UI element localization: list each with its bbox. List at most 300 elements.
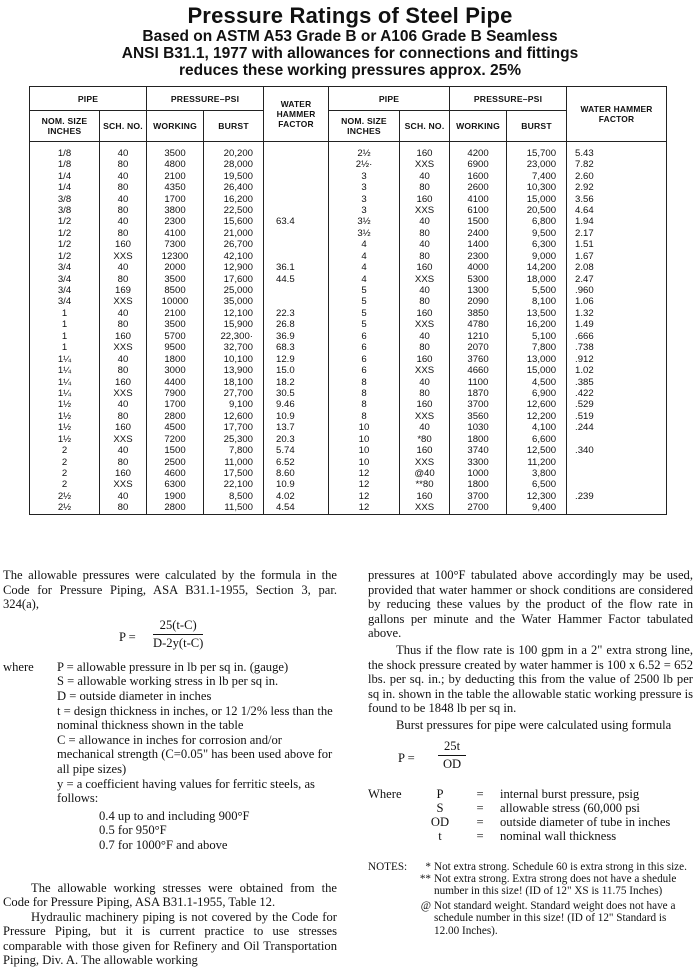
cell-working-left: 4600	[147, 468, 204, 479]
cell-working-left: 12300	[147, 251, 204, 262]
header-pipe-right: PIPE	[329, 87, 450, 111]
cell-nom-size-right: 12	[329, 502, 400, 515]
cell-water-hammer-right: .519	[567, 411, 667, 422]
cell-water-hammer-left	[264, 205, 329, 216]
definition-t: t = design thickness in inches, or 12 1/2% less than the nominal thickness shown in the table	[57, 703, 333, 733]
cell-nom-size-left: 1	[30, 308, 100, 319]
cell-water-hammer-right	[567, 434, 667, 445]
cell-working-left: 8500	[147, 285, 204, 296]
cell-water-hammer-right: .666	[567, 331, 667, 342]
cell-nom-size-left: 1/2	[30, 239, 100, 250]
header-pressure-right: PRESSURE–PSI	[450, 87, 567, 111]
example-paragraph: Thus if the flow rate is 100 gpm in a 2" extra strong line, the shock pressure created by water hammer is 100 x 6.52 = 652 lbs. per sq. in.; by deducting this from the value of 2500 lb per sq in. shown in the table the allowable static working pressure is found to be 1848 lb per sq in.	[368, 642, 693, 716]
cell-water-hammer-right: 1.49	[567, 319, 667, 330]
cell-burst-left: 25,300	[204, 434, 264, 445]
cell-burst-left: 8,500	[204, 491, 264, 502]
cell-sch-no-left: 169	[100, 285, 147, 296]
right-text-column	[368, 568, 693, 937]
table-row	[30, 399, 667, 410]
cell-working-left: 4350	[147, 182, 204, 193]
cell-working-right: 1210	[450, 331, 507, 342]
table-row	[30, 502, 667, 515]
cell-working-left: 2300	[147, 216, 204, 227]
cell-sch-no-right: 40	[400, 285, 450, 296]
cell-working-right: 2300	[450, 251, 507, 262]
equals-sign: =	[476, 786, 484, 801]
cell-working-left: 1900	[147, 491, 204, 502]
cell-water-hammer-right: .912	[567, 353, 667, 364]
cell-burst-left: 27,700	[204, 388, 264, 399]
cell-burst-right: 9,400	[507, 502, 567, 515]
table-row	[30, 456, 667, 467]
note-1	[368, 861, 693, 873]
cell-burst-left: 12,100	[204, 308, 264, 319]
cell-working-left: 7900	[147, 388, 204, 399]
cell-water-hammer-left: 18.2	[264, 376, 329, 387]
burst-formula-lhs: P =	[398, 750, 415, 765]
cell-water-hammer-right	[567, 502, 667, 515]
cell-water-hammer-right	[567, 456, 667, 467]
cell-burst-left: 11,500	[204, 502, 264, 515]
cell-water-hammer-right: .239	[567, 491, 667, 502]
cell-burst-right: 23,000	[507, 159, 567, 170]
notes-section	[368, 861, 693, 937]
cell-nom-size-left: 1/4	[30, 170, 100, 181]
where-label-right: Where	[368, 786, 402, 801]
cell-nom-size-left: 1/2	[30, 251, 100, 262]
equals-sign: =	[476, 814, 484, 829]
cell-water-hammer-right	[567, 468, 667, 479]
cell-nom-size-right: 5	[329, 319, 400, 330]
cell-burst-left: 17,600	[204, 273, 264, 284]
table-row	[30, 434, 667, 445]
cell-burst-right: 8,100	[507, 296, 567, 307]
cell-working-right: 4100	[450, 193, 507, 204]
burst-formula-fraction	[438, 739, 466, 772]
cell-working-right: 3700	[450, 399, 507, 410]
cell-sch-no-right: XXS	[400, 456, 450, 467]
hydraulic-paragraph: Hydraulic machinery piping is not covered by the Code for Pressure Piping, but it is current practice to use stresses comparable with those given for Refinery and Oil Transportation Piping, Div. A. The allowable working	[3, 909, 337, 968]
cell-water-hammer-left	[264, 182, 329, 193]
cell-burst-right: 15,000	[507, 193, 567, 204]
symbol-row	[368, 801, 693, 815]
pressure-ratings-table	[29, 86, 667, 515]
cell-water-hammer-left: 10.9	[264, 479, 329, 490]
cell-water-hammer-right: .244	[567, 422, 667, 433]
table-row	[30, 239, 667, 250]
note-2-text: Not extra strong. Extra strong does not have a shedule number in this size! (ID of 12" XS is 11.75 Inches)	[434, 872, 677, 898]
table-row	[30, 468, 667, 479]
cell-nom-size-right: 6	[329, 342, 400, 353]
cell-nom-size-left: 2	[30, 479, 100, 490]
cell-sch-no-left: 40	[100, 308, 147, 319]
cell-burst-right: 18,000	[507, 273, 567, 284]
cell-burst-left: 32,700	[204, 342, 264, 353]
cell-burst-right: 14,200	[507, 262, 567, 273]
cell-working-left: 1700	[147, 399, 204, 410]
cell-burst-left: 26,400	[204, 182, 264, 193]
cell-working-right: 4000	[450, 262, 507, 273]
left-text-column	[3, 568, 337, 968]
cell-nom-size-right: 4	[329, 273, 400, 284]
cell-nom-size-left: 2½	[30, 491, 100, 502]
cell-burst-right: 4,500	[507, 376, 567, 387]
symbol: S	[436, 800, 444, 815]
cell-water-hammer-right: 1.51	[567, 239, 667, 250]
cell-water-hammer-right: 1.67	[567, 251, 667, 262]
cell-water-hammer-right: 2.47	[567, 273, 667, 284]
note-3-text: Not standard weight. Standard weight does not have a schedule number in this size! (ID of 12" Standard is 12.00 Inches).	[434, 899, 676, 937]
cell-sch-no-left: 40	[100, 491, 147, 502]
cell-nom-size-left: 3/8	[30, 205, 100, 216]
cell-nom-size-left: 1/2	[30, 228, 100, 239]
cell-working-right: 5300	[450, 273, 507, 284]
cell-working-right: 3560	[450, 411, 507, 422]
cell-burst-right: 16,200	[507, 319, 567, 330]
cell-sch-no-right: 160	[400, 399, 450, 410]
cell-nom-size-left: 1¼	[30, 388, 100, 399]
table-row	[30, 170, 667, 181]
cell-burst-left: 15,600	[204, 216, 264, 227]
cell-water-hammer-left: 26.8	[264, 319, 329, 330]
cell-working-right: 3700	[450, 491, 507, 502]
cell-sch-no-right: XXS	[400, 273, 450, 284]
cell-burst-left: 28,000	[204, 159, 264, 170]
table-row	[30, 205, 667, 216]
cell-nom-size-left: 1¼	[30, 376, 100, 387]
cell-sch-no-left: 160	[100, 376, 147, 387]
cell-working-right: 1500	[450, 216, 507, 227]
cell-water-hammer-right: 1.94	[567, 216, 667, 227]
cell-working-left: 9500	[147, 342, 204, 353]
cell-working-right: 4780	[450, 319, 507, 330]
cell-burst-left: 10,100	[204, 353, 264, 364]
note-1-mark: *	[425, 860, 431, 873]
note-1-text: Not extra strong. Schedule 60 is extra strong in this size.	[434, 860, 687, 873]
table-row	[30, 365, 667, 376]
cell-sch-no-left: 40	[100, 216, 147, 227]
cell-working-right: 2600	[450, 182, 507, 193]
cell-burst-left: 22,100	[204, 479, 264, 490]
temperature-item-1: 0.4 up to and including 900°F	[99, 808, 250, 823]
cell-burst-right: 13,000	[507, 353, 567, 364]
cell-burst-left: 16,200	[204, 193, 264, 204]
cell-sch-no-left: 80	[100, 182, 147, 193]
cell-burst-left: 17,700	[204, 422, 264, 433]
cell-sch-no-left: XXS	[100, 296, 147, 307]
definition-p: P = allowable pressure in lb per sq in. (gauge)	[57, 659, 289, 674]
cell-nom-size-right: 3	[329, 205, 400, 216]
cell-water-hammer-left: 9.46	[264, 399, 329, 410]
cell-burst-right: 7,800	[507, 342, 567, 353]
cell-sch-no-left: 160	[100, 331, 147, 342]
cell-sch-no-left: 40	[100, 262, 147, 273]
cell-nom-size-left: 3/8	[30, 193, 100, 204]
header-row-groups	[30, 87, 667, 111]
cell-burst-left: 9,100	[204, 399, 264, 410]
cell-nom-size-left: 1¼	[30, 365, 100, 376]
cell-sch-no-left: 40	[100, 142, 147, 160]
cell-working-right: 2400	[450, 228, 507, 239]
cell-nom-size-left: 3/4	[30, 296, 100, 307]
cell-working-right: 1030	[450, 422, 507, 433]
cell-nom-size-left: 1½	[30, 411, 100, 422]
symbol-definitions	[368, 787, 693, 843]
cell-burst-right: 6,500	[507, 479, 567, 490]
cell-nom-size-left: 1½	[30, 399, 100, 410]
cell-water-hammer-left: 10.9	[264, 411, 329, 422]
table-row	[30, 479, 667, 490]
cell-burst-right: 13,500	[507, 308, 567, 319]
cell-sch-no-right: @40	[400, 468, 450, 479]
cell-working-left: 4500	[147, 422, 204, 433]
cell-working-right: 3850	[450, 308, 507, 319]
cell-nom-size-left: 1	[30, 319, 100, 330]
table-row	[30, 159, 667, 170]
cell-burst-left: 35,000	[204, 296, 264, 307]
cell-water-hammer-right: .385	[567, 376, 667, 387]
cell-nom-size-left: 1	[30, 342, 100, 353]
cell-working-left: 2100	[147, 170, 204, 181]
cell-water-hammer-right: 4.64	[567, 205, 667, 216]
cell-working-left: 3500	[147, 319, 204, 330]
cell-sch-no-left: XXS	[100, 479, 147, 490]
cell-water-hammer-left	[264, 285, 329, 296]
cell-sch-no-right: 40	[400, 239, 450, 250]
formula-fraction	[153, 618, 203, 651]
burst-formula-denominator: OD	[442, 757, 462, 772]
cell-water-hammer-left	[264, 228, 329, 239]
cell-nom-size-left: 1½	[30, 422, 100, 433]
temperature-list	[3, 809, 337, 853]
cell-burst-right: 12,200	[507, 411, 567, 422]
cell-sch-no-right: 160	[400, 353, 450, 364]
definition-s: S = allowable working stress in lb per sq in.	[57, 674, 279, 689]
cell-sch-no-left: 160	[100, 422, 147, 433]
definition-d: D = outside diameter in inches	[57, 688, 212, 703]
cell-nom-size-right: 8	[329, 399, 400, 410]
cell-sch-no-right: 40	[400, 170, 450, 181]
cell-nom-size-left: 1	[30, 331, 100, 342]
table-row	[30, 216, 667, 227]
cell-nom-size-right: 2½·	[329, 159, 400, 170]
header-pressure-left: PRESSURE–PSI	[147, 87, 264, 111]
cell-sch-no-right: 160	[400, 491, 450, 502]
allowable-pressure-formula	[3, 618, 337, 658]
cell-burst-left: 21,000	[204, 228, 264, 239]
cell-working-left: 10000	[147, 296, 204, 307]
formula-definitions	[3, 660, 337, 806]
cell-sch-no-left: 160	[100, 239, 147, 250]
burst-formula-numerator: 25t	[438, 739, 466, 757]
note-2-mark: **	[419, 872, 431, 885]
cell-working-right: 2700	[450, 502, 507, 515]
cell-nom-size-right: 8	[329, 411, 400, 422]
table-row	[30, 376, 667, 387]
cell-nom-size-right: 3½	[329, 216, 400, 227]
table-row	[30, 251, 667, 262]
table-row	[30, 411, 667, 422]
notes-label: NOTES:	[368, 860, 408, 873]
temperature-item-3: 0.7 for 1000°F and above	[99, 837, 228, 852]
cell-nom-size-right: 6	[329, 331, 400, 342]
table-row	[30, 445, 667, 456]
cell-working-right: 3760	[450, 353, 507, 364]
intro-paragraph: The allowable pressures were calculated by the formula in the Code for Pressure Piping, ASA B31.1-1955, Section 3, par. 324(a),	[3, 568, 337, 612]
cell-burst-right: 12,500	[507, 445, 567, 456]
cell-nom-size-left: 3/4	[30, 285, 100, 296]
cell-working-left: 2800	[147, 502, 204, 515]
stress-paragraph: The allowable working stresses were obtained from the Code for Pressure Piping, ASA B31.1-1955, Table 12.	[3, 880, 337, 910]
cell-sch-no-left: 80	[100, 456, 147, 467]
cell-nom-size-left: 2	[30, 468, 100, 479]
cell-sch-no-left: 80	[100, 319, 147, 330]
cell-sch-no-right: 160	[400, 445, 450, 456]
table-body	[30, 142, 667, 515]
cell-water-hammer-right: 1.06	[567, 296, 667, 307]
table-row	[30, 273, 667, 284]
cell-sch-no-left: 80	[100, 502, 147, 515]
cell-water-hammer-left: 12.9	[264, 353, 329, 364]
cell-water-hammer-left: 68.3	[264, 342, 329, 353]
cell-burst-right: 11,200	[507, 456, 567, 467]
cell-nom-size-right: 3	[329, 170, 400, 181]
cell-sch-no-right: 80	[400, 388, 450, 399]
cell-water-hammer-right: 7.82	[567, 159, 667, 170]
cell-working-right: 1870	[450, 388, 507, 399]
cell-sch-no-left: 40	[100, 353, 147, 364]
table-row	[30, 342, 667, 353]
symbol-description: nominal wall thickness	[500, 828, 617, 843]
cell-nom-size-right: 12	[329, 468, 400, 479]
cell-nom-size-right: 4	[329, 262, 400, 273]
cell-nom-size-right: 6	[329, 353, 400, 364]
cell-nom-size-left: 2½	[30, 502, 100, 515]
header-pipe-left: PIPE	[30, 87, 147, 111]
header-sch-no-right: SCH. NO.	[400, 111, 450, 142]
cell-nom-size-right: 4	[329, 251, 400, 262]
cell-burst-left: 7,800	[204, 445, 264, 456]
cell-burst-left: 11,000	[204, 456, 264, 467]
cell-water-hammer-left	[264, 159, 329, 170]
note-3-mark: @	[420, 899, 431, 912]
cell-nom-size-right: 8	[329, 376, 400, 387]
cell-working-right: 1400	[450, 239, 507, 250]
cell-working-left: 2100	[147, 308, 204, 319]
cell-burst-right: 5,500	[507, 285, 567, 296]
header-water-hammer-right: WATER HAMMER FACTOR	[567, 87, 667, 142]
formula-numerator: 25(t-C)	[153, 618, 203, 636]
cell-nom-size-left: 1/8	[30, 142, 100, 160]
cell-nom-size-left: 1/4	[30, 182, 100, 193]
header-nom-size-left: NOM. SIZE INCHES	[30, 111, 100, 142]
cell-sch-no-right: XXS	[400, 205, 450, 216]
header-water-hammer-left: WATER HAMMER FACTOR	[264, 87, 329, 142]
cell-water-hammer-left: 22.3	[264, 308, 329, 319]
cell-nom-size-right: 5	[329, 308, 400, 319]
cell-sch-no-right: 160	[400, 193, 450, 204]
cell-sch-no-left: 80	[100, 228, 147, 239]
cell-sch-no-right: **80	[400, 479, 450, 490]
cell-nom-size-right: 10	[329, 434, 400, 445]
header-nom-size-right: NOM. SIZE INCHES	[329, 111, 400, 142]
cell-sch-no-left: XXS	[100, 388, 147, 399]
cell-working-left: 4400	[147, 376, 204, 387]
cell-sch-no-left: XXS	[100, 342, 147, 353]
cell-working-right: 2070	[450, 342, 507, 353]
table-row	[30, 142, 667, 160]
cell-sch-no-right: 40	[400, 422, 450, 433]
header-working-left: WORKING	[147, 111, 204, 142]
cell-working-left: 3500	[147, 273, 204, 284]
header-sch-no-left: SCH. NO.	[100, 111, 147, 142]
cell-water-hammer-left	[264, 239, 329, 250]
cell-water-hammer-left	[264, 142, 329, 160]
cell-sch-no-left: 80	[100, 273, 147, 284]
cell-working-left: 2000	[147, 262, 204, 273]
cell-sch-no-left: 160	[100, 468, 147, 479]
table-row	[30, 262, 667, 273]
pressure-table-wrapper	[29, 86, 666, 515]
cell-water-hammer-left: 63.4	[264, 216, 329, 227]
equals-sign: =	[476, 828, 484, 843]
definition-p-row	[3, 660, 337, 675]
cell-burst-right: 5,100	[507, 331, 567, 342]
cell-burst-right: 6,600	[507, 434, 567, 445]
cell-working-right: 1000	[450, 468, 507, 479]
table-row	[30, 193, 667, 204]
cell-water-hammer-left: 6.52	[264, 456, 329, 467]
table-row	[30, 388, 667, 399]
cell-sch-no-right: XXS	[400, 365, 450, 376]
cell-nom-size-left: 1/2	[30, 216, 100, 227]
cell-working-left: 7200	[147, 434, 204, 445]
cell-sch-no-right: 80	[400, 296, 450, 307]
cell-sch-no-left: 40	[100, 399, 147, 410]
cell-burst-right: 6,900	[507, 388, 567, 399]
cell-burst-left: 26,700	[204, 239, 264, 250]
symbol: t	[438, 828, 442, 843]
cell-burst-left: 17,500	[204, 468, 264, 479]
cell-burst-right: 10,300	[507, 182, 567, 193]
cell-water-hammer-right: 5.43	[567, 142, 667, 160]
cell-nom-size-left: 3/4	[30, 262, 100, 273]
cell-burst-left: 19,500	[204, 170, 264, 181]
formula-lhs: P =	[119, 629, 136, 644]
cell-burst-right: 20,500	[507, 205, 567, 216]
cell-water-hammer-left	[264, 170, 329, 181]
cell-water-hammer-right: .340	[567, 445, 667, 456]
cell-working-right: 1100	[450, 376, 507, 387]
cell-nom-size-right: 3½	[329, 228, 400, 239]
cell-burst-right: 4,100	[507, 422, 567, 433]
subtitle-line-1: Based on ASTM A53 Grade B or A106 Grade B Seamless	[142, 28, 558, 45]
cell-working-right: 6100	[450, 205, 507, 216]
cell-sch-no-left: 40	[100, 170, 147, 181]
table-row	[30, 319, 667, 330]
cell-sch-no-right: 80	[400, 342, 450, 353]
cell-sch-no-left: XXS	[100, 434, 147, 445]
cell-nom-size-left: 1¼	[30, 353, 100, 364]
cell-burst-right: 9,500	[507, 228, 567, 239]
cell-sch-no-right: 40	[400, 331, 450, 342]
cell-working-left: 1700	[147, 193, 204, 204]
cell-burst-left: 15,900	[204, 319, 264, 330]
cell-sch-no-left: 80	[100, 205, 147, 216]
cell-water-hammer-right: 1.02	[567, 365, 667, 376]
cell-water-hammer-left: 36.9	[264, 331, 329, 342]
table-row	[30, 228, 667, 239]
